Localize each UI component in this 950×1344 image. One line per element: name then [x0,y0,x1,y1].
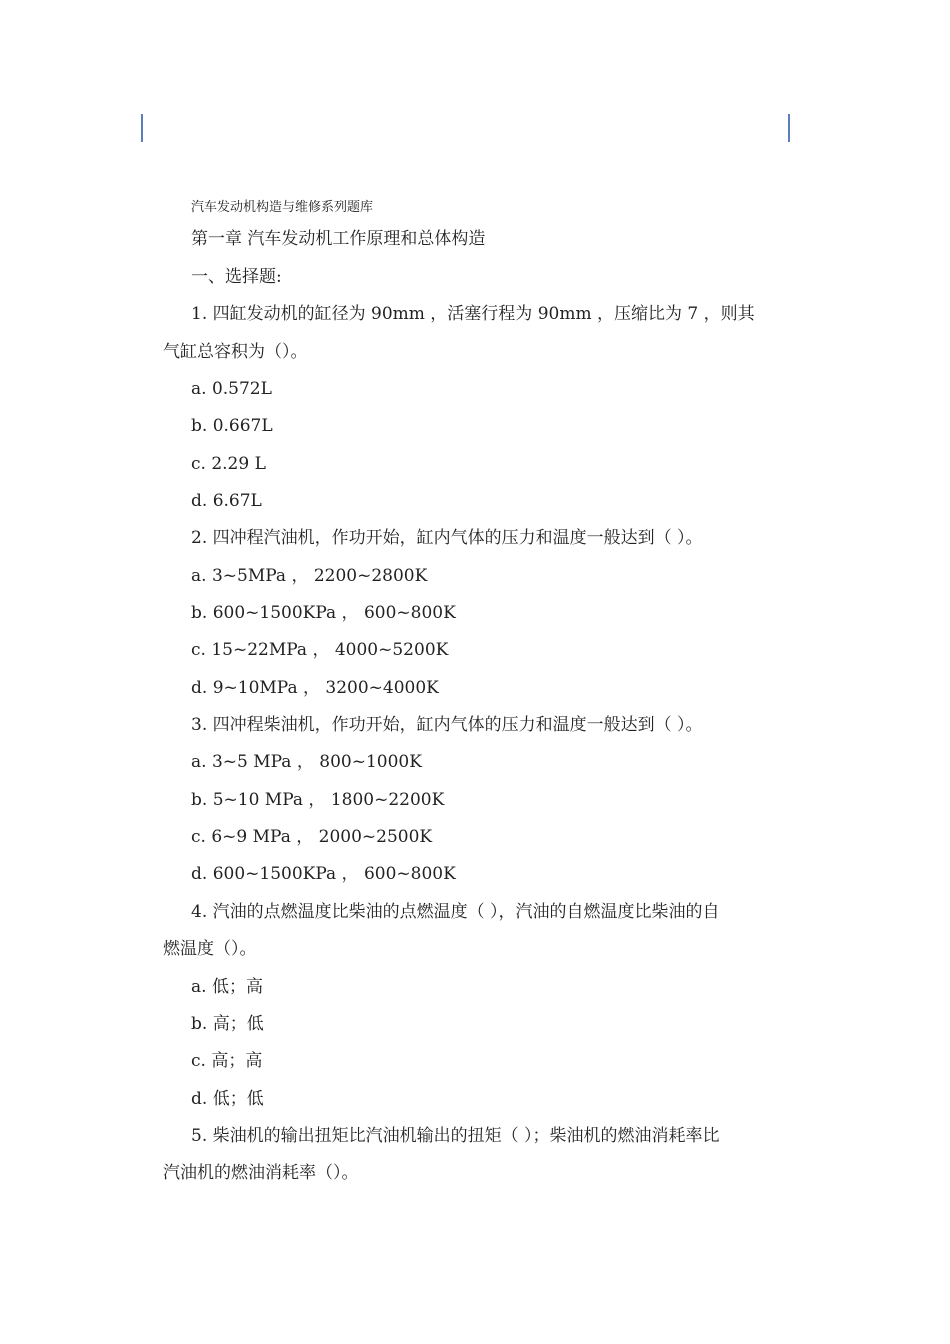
question-2-option-d: d. 9~10MPa ， 3200~4000K [191,678,439,698]
question-2-option-b: b. 600~1500KPa ， 600~800K [191,603,456,623]
question-1-line-2: 气缸总容积为（）。 [163,342,308,362]
question-1-option-d: d. 6.67L [191,491,262,511]
question-4-line-1: 4. 汽油的点燃温度比柴油的点燃温度（ ），汽油的自燃温度比柴油的自 [191,902,720,922]
question-2-line-1: 2. 四冲程汽油机，作功开始，缸内气体的压力和温度一般达到（ ）。 [191,528,703,548]
document-title: 汽车发动机构造与维修系列题库 [191,200,374,215]
question-3-line-1: 3. 四冲程柴油机，作功开始，缸内气体的压力和温度一般达到（ ）。 [191,715,703,735]
question-3-option-d: d. 600~1500KPa ， 600~800K [191,864,456,884]
question-1-option-a: a. 0.572L [191,379,272,399]
question-5-line-1: 5. 柴油机的输出扭矩比汽油机输出的扭矩（ ）；柴油机的燃油消耗率比 [191,1126,720,1146]
question-3-option-b: b. 5~10 MPa ， 1800~2200K [191,790,445,810]
question-1-option-c: c. 2.29 L [191,454,266,474]
question-2-option-a: a. 3~5MPa ， 2200~2800K [191,566,428,586]
margin-corner-mark-left [141,114,143,142]
section-heading: 一、选择题: [191,267,282,287]
question-3-option-a: a. 3~5 MPa ， 800~1000K [191,752,422,772]
question-2-option-c: c. 15~22MPa ， 4000~5200K [191,640,449,660]
question-1-line-1: 1. 四缸发动机的缸径为 90mm ，活塞行程为 90mm ，压缩比为 7 ，则其 [191,304,755,324]
question-3-option-c: c. 6~9 MPa ， 2000~2500K [191,827,433,847]
question-1-option-b: b. 0.667L [191,416,273,436]
margin-corner-mark-right [788,114,790,142]
question-4-option-a: a. 低；高 [191,977,263,997]
question-4-option-d: d. 低；低 [191,1089,264,1109]
question-4-option-b: b. 高；低 [191,1014,264,1034]
chapter-heading: 第一章 汽车发动机工作原理和总体构造 [191,229,486,249]
question-4-line-2: 燃温度（）。 [163,939,257,959]
question-4-option-c: c. 高；高 [191,1051,263,1071]
question-5-line-2: 汽油机的燃油消耗率（）。 [163,1163,359,1183]
